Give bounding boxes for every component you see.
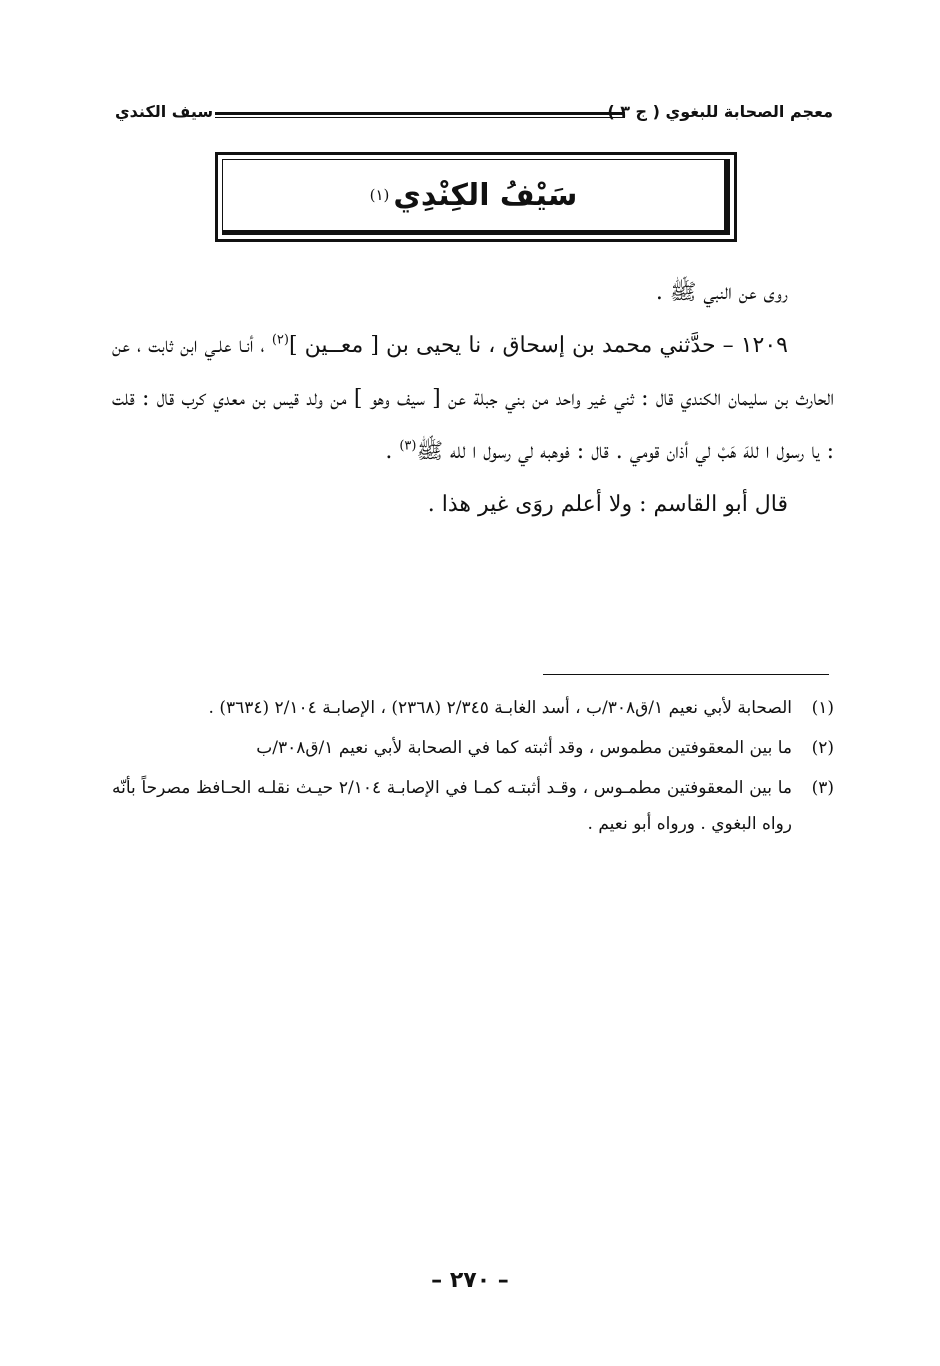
header-entry-title: سيف الكندي bbox=[115, 102, 214, 121]
footnote-text: الصحابة لأبي نعيم ١/ق٣٠٨/ب ، أسد الغابـة ٢/٣٤٥ (٢٣٦٨) ، الإصابـة ٢/١٠٤ (٣٦٣٤) . bbox=[208, 698, 792, 718]
page-number: – ٢٧٠ – bbox=[431, 1268, 509, 1293]
entry-title-box bbox=[215, 152, 737, 242]
header-rule bbox=[215, 112, 625, 118]
hadith-end: . bbox=[385, 439, 393, 464]
footnote-text: ما بين المعقوفتين مطموس ، وقد أثبته كما في الصحابة لأبي نعيم ١/ق٣٠٨/ب bbox=[256, 738, 792, 758]
paragraph-comment: قال أبو القاسم : ولا أعلم روَى غير هذا . bbox=[427, 492, 788, 517]
footnote-item bbox=[112, 690, 834, 726]
hadith-text: ، أنـا علـي ابن ثابت ، عن الحارث بن سليمان الكندي قال : ثني غير واحد من بني جبلة عن [ سيف وهو ] من ولد قيس بن معدي كرب قال : قلت : يا رسول ا للهَ هَبْ لي أذان قومي . قال : فوهبه لي رسول ا لله ﷺ bbox=[112, 333, 834, 464]
header-book-title: معجم الصحابة للبغوي ( ج ٣ ) bbox=[607, 102, 833, 121]
running-header bbox=[115, 102, 833, 130]
footnote-number: (١) bbox=[811, 698, 834, 718]
body-text bbox=[112, 266, 834, 531]
paragraph-hadith bbox=[112, 319, 834, 478]
entry-title: سَيْفُ الكِنْدِي bbox=[393, 177, 578, 213]
footnote-ref-3: (٣) bbox=[399, 438, 417, 454]
footnotes bbox=[112, 690, 834, 846]
footnote-ref-2: (٢) bbox=[271, 332, 289, 348]
footnote-ref-1: (١) bbox=[369, 186, 390, 204]
footnote-separator bbox=[543, 674, 829, 675]
footnote-number: (٢) bbox=[811, 738, 834, 758]
footnote-number: (٣) bbox=[811, 778, 834, 798]
entry-title-frame bbox=[222, 159, 730, 235]
hadith-isnad-start: ١٢٠٩ – حدَّثني محمد بن إسحاق ، نا يحيى بن [ معــين ] bbox=[288, 333, 788, 358]
paragraph-narration: روى عن النبي ﷺ . bbox=[655, 280, 788, 305]
footnote-item bbox=[112, 730, 834, 766]
footnote-item bbox=[112, 770, 834, 842]
footnote-text: ما بين المعقوفتين مطمـوس ، وقـد أثبتـه كمـا في الإصابـة ٢/١٠٤ حيـث نقلـه الحـافظ مصرحاً بأنّه رواه البغوي . ورواه أبو نعيم . bbox=[112, 778, 793, 834]
